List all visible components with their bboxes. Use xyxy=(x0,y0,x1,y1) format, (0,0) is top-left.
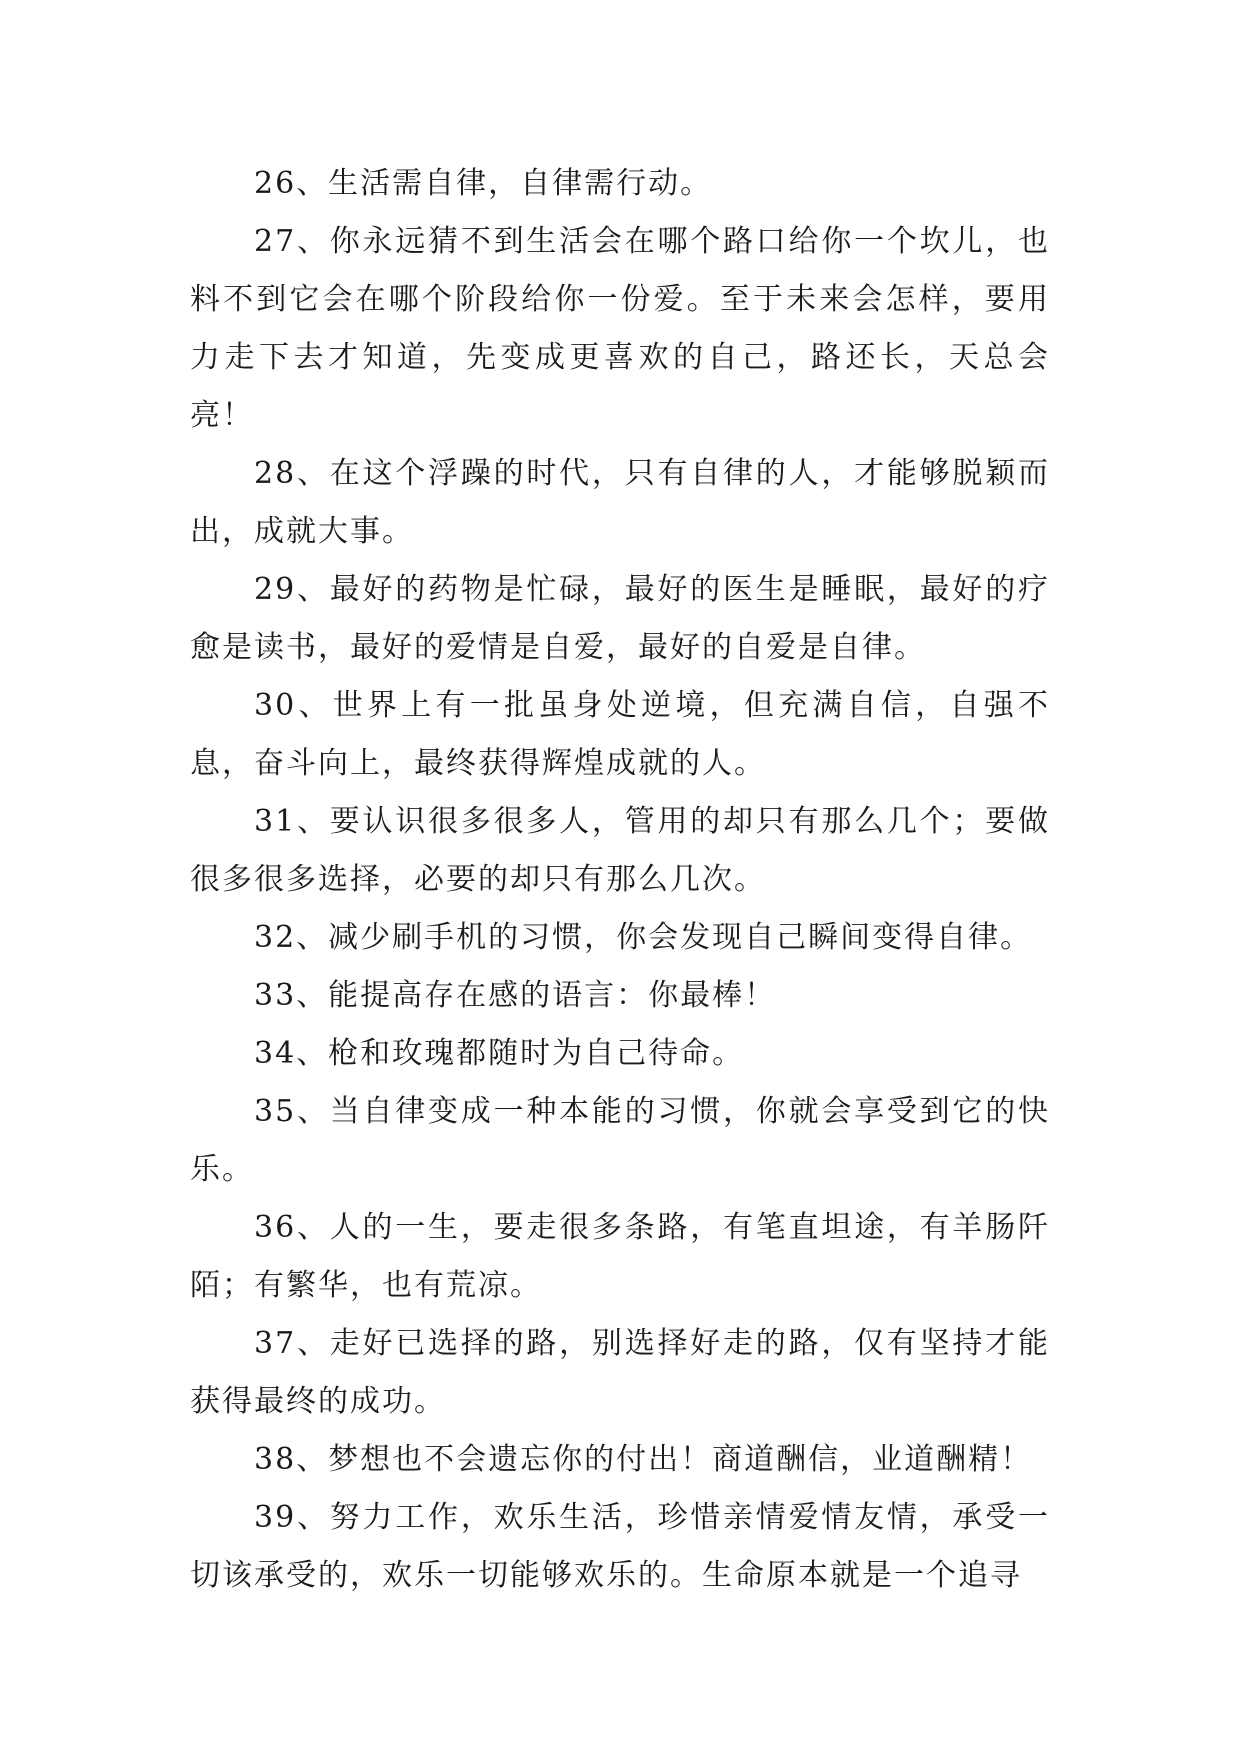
paragraph-32: 32、减少刷手机的习惯，你会发现自己瞬间变得自律。 xyxy=(254,920,1033,955)
paragraph-29: 29、最好的药物是忙碌，最好的医生是睡眠，最好的疗愈是读书，最好的爱情是自爱，最好的自爱是自律。 xyxy=(190,572,1050,665)
paragraph-39: 39、努力工作，欢乐生活，珍惜亲情爱情友情，承受一切该承受的，欢乐一切能够欢乐的。生命原本就是一个追寻 xyxy=(190,1500,1050,1593)
paragraph-34: 34、枪和玫瑰都随时为自己待命。 xyxy=(254,1036,745,1071)
paragraph-35: 35、当自律变成一种本能的习惯，你就会享受到它的快乐。 xyxy=(190,1094,1050,1187)
paragraph-33: 33、能提高存在感的语言：你最棒！ xyxy=(254,978,777,1013)
paragraph-30: 30、世界上有一批虽身处逆境，但充满自信，自强不息，奋斗向上，最终获得辉煌成就的人。 xyxy=(190,688,1050,781)
document-body xyxy=(190,155,1050,1605)
paragraph-28: 28、在这个浮躁的时代，只有自律的人，才能够脱颖而出，成就大事。 xyxy=(190,456,1050,549)
paragraph-27: 27、你永远猜不到生活会在哪个路口给你一个坎儿，也料不到它会在哪个阶段给你一份爱。至于未来会怎样，要用力走下去才知道，先变成更喜欢的自己，路还长，天总会亮！ xyxy=(190,224,1050,433)
paragraph-31: 31、要认识很多很多人，管用的却只有那么几个；要做很多很多选择，必要的却只有那么几次。 xyxy=(190,804,1050,897)
paragraph-38: 38、梦想也不会遗忘你的付出！商道酬信，业道酬精！ xyxy=(254,1442,1033,1477)
paragraph-37: 37、走好已选择的路，别选择好走的路，仅有坚持才能获得最终的成功。 xyxy=(190,1326,1050,1419)
paragraph-26: 26、生活需自律，自律需行动。 xyxy=(254,166,713,201)
paragraph-36: 36、人的一生，要走很多条路，有笔直坦途，有羊肠阡陌；有繁华，也有荒凉。 xyxy=(190,1210,1050,1303)
